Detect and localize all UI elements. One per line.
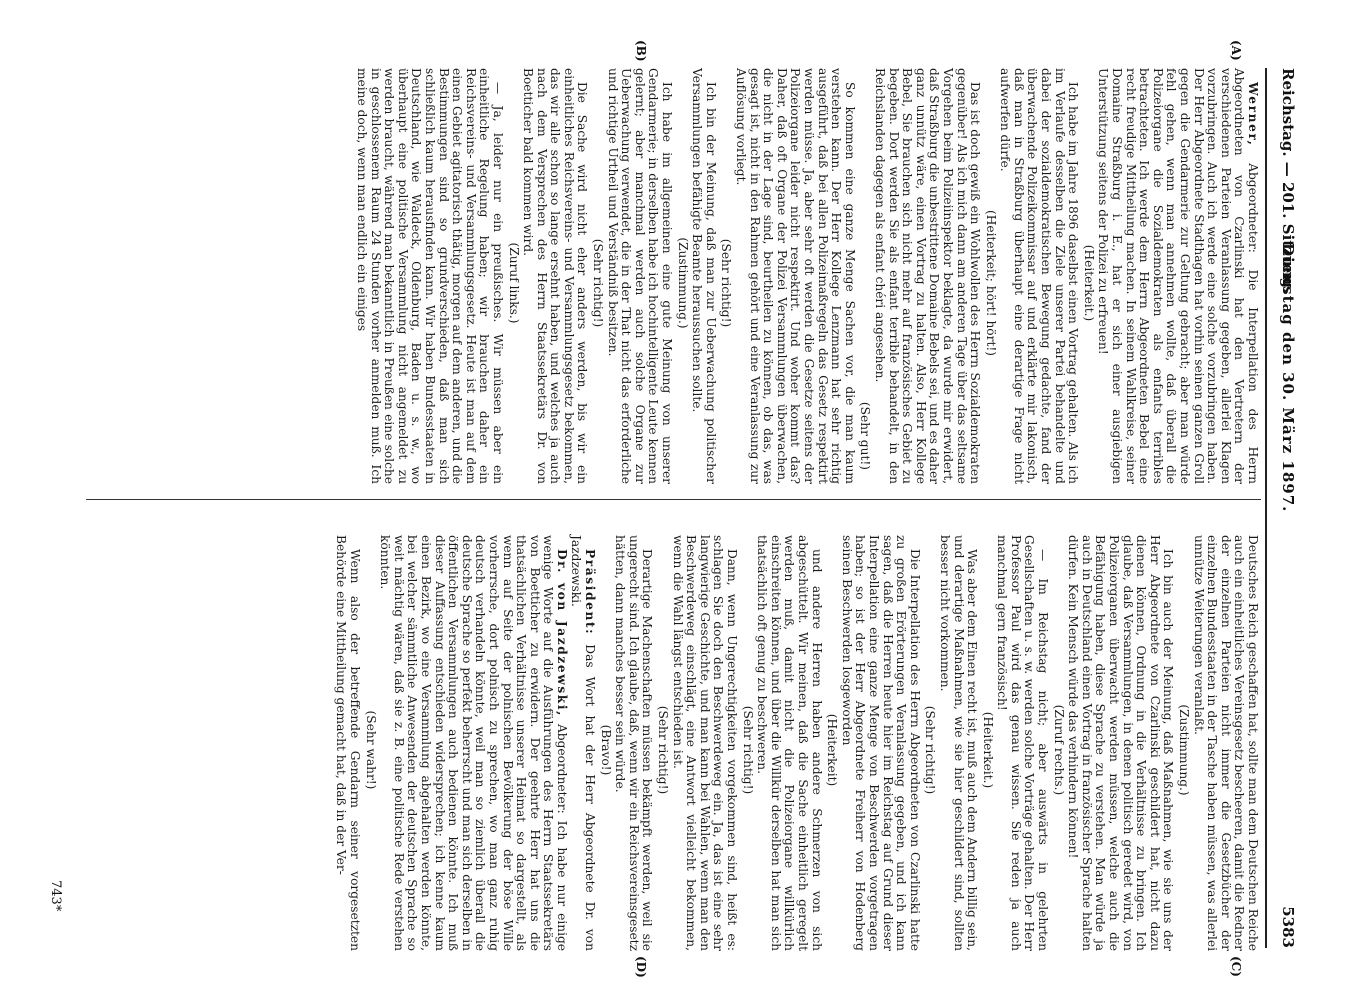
speech-text: Abgeordneter: Die Interpellation des Herrn Abgeordneten von Czarlinski hat den Vertretern der verschiedenen Parteien Veranlassung gegeben, allerlei Klagen vorzubringen. Auch ich werde eine solche vorzubringen haben. Der Herr Abgeordnete Stadthagen hat vorhin seinen ganzen Groll gegen die Gendarmerie zur Geltung gebracht; aber man würde fehl gehen, wenn man annehmen wollte, daß überall die Polizeiorgane die Sozialdemokraten als enfants terribles betrachteten. Ich werde dem Herrn Abgeordneten Bebel eine recht freudige Mittheilung machen. In seinem Wahlkreise, seiner Domaine Straßburg i. E., hat er sich einer ausgiebigen Unterstützung seitens der Polizei zu erfreuen!: [1096, 68, 1260, 484]
interjection: (Sehr richtig!): [719, 238, 734, 328]
interjection: (Sehr gut!): [858, 401, 873, 470]
header-date: Dienstag den 30. März 1897.: [1279, 243, 1297, 513]
page-header: [1271, 68, 1305, 948]
interjection: (Heiterkeit; hört! hört!): [983, 209, 998, 357]
interjection: (Sehr wahr!): [363, 710, 378, 790]
paragraph: Wenn also der betreffende Gendarm seiner vorgesetzten Behörde eine Mittheilung gemacht hat, daß in der Ver-: [334, 535, 362, 951]
speaker-name: Präsident:: [583, 549, 598, 636]
margin-marker-b: (B): [634, 40, 648, 62]
margin-marker-c: (C): [1229, 956, 1243, 977]
interjection: (Heiterkeit.): [980, 711, 995, 789]
interjection: (Sehr richtig!): [923, 705, 938, 795]
interjection: (Zuruf links.): [506, 242, 521, 324]
interjection: (Zuruf rechts.): [1051, 704, 1066, 796]
speaker-paragraph: [1096, 68, 1259, 484]
paragraph: Ich bin der Meinung, daß man zur Ueberwachung politischer Versammlungen befähigte Beamte heraussuchen sollte.: [690, 68, 718, 484]
interjection: (Heiterkeit): [825, 713, 840, 787]
header-rule: [1265, 68, 1267, 948]
interjection: (Heiterkeit.): [1081, 244, 1096, 322]
signature-mark: 743*: [48, 880, 63, 912]
paragraph: Ich bin auch der Meinung, daß Maßnahmen, wie sie uns der Herr Abgeordnete von Czarlinski geschildert hat, nicht dazu dienen können, Ordnung in die Verhältnisse zu bringen. Ich glaube, daß Versammlungen, in denen politisch geredet wird, von Polizeiorganen überwacht werden müssen, welche auch die Befähigung haben, diese Sprache zu verstehen. Man würde ja auch in Deutschland einen Vortrag in französischer Sprache halten dürfen. Kein Mensch würde das verhindern können!: [1066, 535, 1176, 951]
paragraph: Ich habe im allgemeinen eine gute Meinung von unserer Gendarmerie; in derselben habe ich hochintelligente Leute kennen gelernt; aber manchmal werden auch solche Organe zur Ueberwachung verwendet, die in der That nicht das erforderliche und richtige Urtheil und Verständniß besitzen.: [605, 68, 675, 484]
interjection: (Sehr richtig!): [656, 705, 671, 795]
paragraph: Das ist doch gewiß ein Wohlwollen des Herrn Sozialdemokraten gegenüber! Als ich mich dann am anderen Tage über das seltsame Vorgehen beim Polizeiinspektor beklagte, da wurde mir erwidert, daß Straßburg die unbestrittene Domaine Bebels sei, und es daher ganz unnütz wäre, einen Vortrag zu halten. Also, Herr Kollege Bebel, Sie brauchen sich nicht mehr auf französisches Gebiet zu begeben. Dort werden Sie als enfant terrible behandelt, in den Reichslanden dagegen als enfant chéri angesehen.: [872, 68, 983, 484]
header-page-number: 5383: [1279, 906, 1297, 948]
interjection: (Sehr richtig!): [591, 238, 606, 328]
interjection: (Zustimmung.): [675, 237, 690, 329]
column-divider: [86, 499, 1261, 500]
speaker-name: Werner,: [1246, 82, 1260, 147]
paragraph: Die Interpellation des Herrn Abgeordneten von Czarlinski hatte zu großen Erörterungen Veranlassung gegeben, und ich kann sagen, daß die Herren heute hier im Reichstag auf Grund dieser Interpellation eine ganze Menge von Beschwerden vorgetragen haben; so ist der Herr Abgeordnete Freiherr von Hodenberg seinen Beschwerden losgeworden: [839, 535, 922, 951]
speaker-paragraph: [569, 535, 596, 951]
speaker-paragraph: [378, 535, 568, 951]
interjection: (Zustimmung.): [1177, 704, 1192, 796]
right-column: [79, 535, 1259, 951]
speech-text: Abgeordneter: Ich habe nur einige wenige Worte auf die Ausführungen des Herrn Staatssekretärs von Boetticher zu erwidern. Der geehrte Herr hat uns die thatsächlichen Verhältnisse unserer Heimat so dargestellt, als wenn auf Seite der polnischen Bevölkerung der böse Wille vorherrsche, dort polnisch zu sprechen, wo man ganz ruhig deutsch verhandeln könnte, weil man so ziemlich überall die deutsche Sprache so perfekt beherrscht und man sich derselben in öffentlichen Versammlungen auch bedienen könnte. Ich muß dieser Auffassung entschieden widersprechen; ich kenne kaum einen Bezirk, wo eine Versammlung abgehalten werden könnte, bei welcher sämmtliche Anwesenden der deutschen Sprache so weit mächtig wären, daß sie z. B. eine politische Rede verstehen könnten.: [378, 535, 569, 951]
paragraph: Die Sache wird nicht eher anders werden, bis wir ein einheitliches Reichsvereins- und Versammlungsgesetz bekommen, das wir alle schon so lange ersehnt haben, und welches ja auch nach dem Versprechen des Herrn Staatssekretärs Dr. von Boetticher bald kommen wird.: [521, 68, 590, 484]
paragraph: Derartige Machenschaften müssen bekämpft werden, weil sie ungerecht sind. Ich glaube, daß, wenn wir ein Reichsvereinsgesetz hätten, dann manches besser sein würde.: [613, 535, 655, 951]
paragraph: und andere Herren haben andere Schmerzen von sich abgeschüttelt. Wir meinen, daß die Sache einheitlich geregelt werden muß, damit nicht die Polizeiorgane willkürlich einschreiten können, und über die Willkür derselben hat man sich thatsächlich oft genug zu beschweren.: [755, 535, 824, 951]
interjection: (Bravo!): [598, 724, 613, 776]
paragraph: — Ja, leider nur ein preußisches. Wir müssen aber ein einheitliche Regelung haben; wir brauchen daher ein Reichsvereins- und Versammlungsgesetz. Heute ist man auf dem einen Gebiet agitatorisch thätig, morgen auf dem anderen, und die Bestimmungen sind so grundverschieden, daß man sich schließlich kaum herausfinden kann. Wir haben Bundesstaaten in Deutschland, wie Waldeck, Oldenburg, Baden u. s. w., wo überhaupt eine politische Versammlung nicht angemeldet zu werden braucht, während man bekanntlich in Preußen eine solche in geschlossenem Raum 24 Stunden vorher anmelden muß. Ich meine doch, wenn man endlich ein einiges: [355, 68, 505, 484]
left-column: [79, 68, 1259, 484]
margin-marker-d: (D): [634, 956, 648, 978]
paragraph: Deutsches Reich geschaffen hat, sollte man dem Deutschen Reiche auch ein einheitliches Vereinsgesetz bescheeren, damit die Redner der einzelnen Parteien nicht immer die Gesetzbücher der einzelnen Bundesstaaten in der Tasche haben müssen, was allerlei unnütze Weiterungen veranlaßt.: [1191, 535, 1260, 951]
interjection: (Sehr richtig!): [740, 705, 755, 795]
paragraph: So kommen eine ganze Menge Sachen vor, die man kaum verstehen kann. Der Herr Kollege Lenzmann hat sehr richtig ausgeführt, daß bei allen Polizeimaßregeln das Gesetz respektirt werden müsse. Ja, aber sehr oft werden die Gesetze seitens der Polizeiorgane leider nicht respektirt. Und woher kommt das? Daher, daß oft Organe der Polizei Versammlungen überwachen, die nicht in der Lage sind, beurtheilen zu können, ob das, was gesagt ist, nicht in den Rahmen gehört und eine Veranlassung zur Auflösung vorliegt.: [734, 68, 857, 484]
margin-marker-a: (A): [1229, 40, 1243, 61]
paragraph: Was aber dem Einen recht ist, muß auch dem Andern billig sein, und derartige Maßnahmen, wie sie hier geschildert sind, sollten besser nicht vorkommen.: [937, 535, 980, 951]
header-session: Reichstag. — 201. Sitzung.: [1279, 68, 1297, 294]
paragraph: Ich habe im Jahre 1896 daselbst einen Vortrag gehalten. Als ich im Verlaufe desselben die Ziele unserer Partei behandelte und dabei der sozialdemokratischen Bewegung gedachte, fand der überwachende Polizeikommissar auf und erklärte mir lakonisch, daß man in Straßburg überhaupt eine derartige Frage nicht aufwerfen dürfe.: [998, 68, 1081, 484]
speech-text: Das Wort hat der Herr Abgeordnete Dr. von Jazdzewski.: [569, 535, 598, 951]
speaker-name: Dr. von Jazdzewski,: [554, 549, 569, 717]
paragraph: Dann, wenn Ungerechtigkeiten vorgekommen sind, heißt es: schlagen Sie doch den Beschwerdeweg ein. Ja, das ist eine sehr langwierige Geschichte, und man kann bei Wahlen, wenn man den Beschwerdeweg einschlägt, eine Antwort vielleicht bekommen, wenn die Wahl längst entschieden ist.: [670, 535, 740, 951]
paragraph: — Im Reichstag nicht; aber auswärts in gelehrten Gesellschaften u. s. w. werden solche Vorträge gehalten. Der Herr Professor Paul wird das genau wissen. Sie reden ja auch manchmal gern französisch!: [995, 535, 1051, 951]
